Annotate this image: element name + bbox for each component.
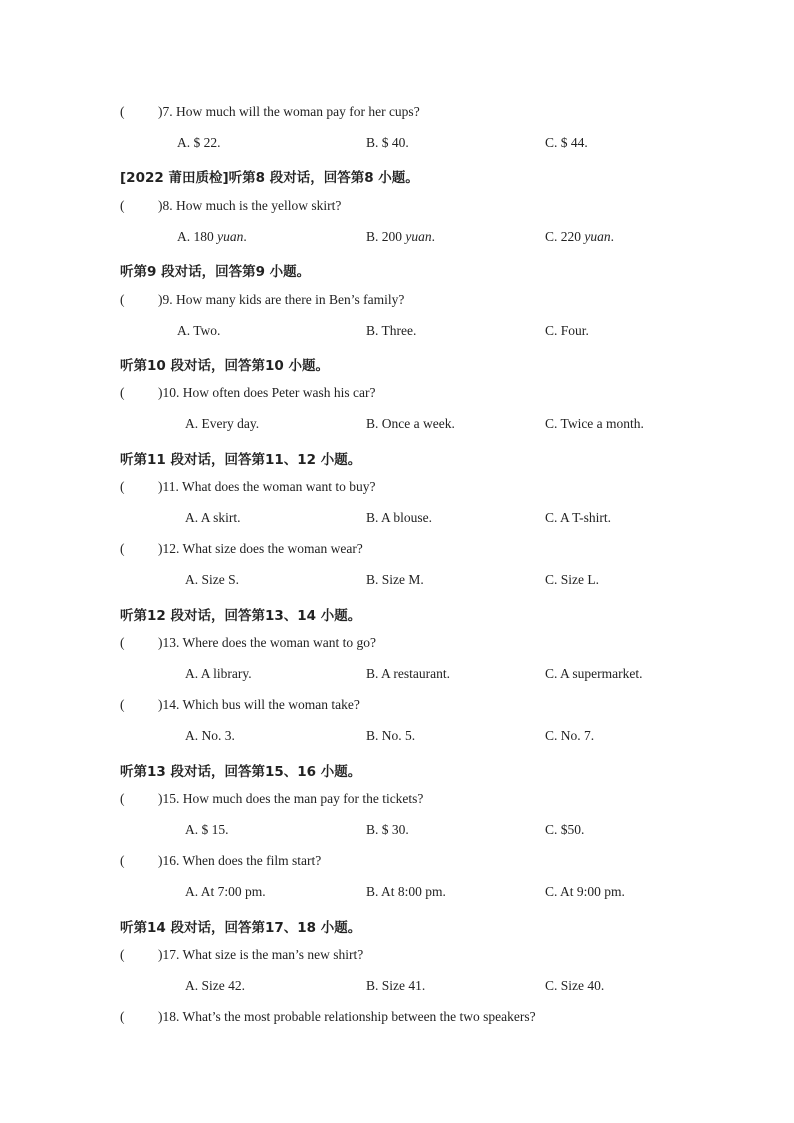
question-9: ( )9. How many kids are there in Ben’s family? bbox=[120, 292, 405, 307]
option-b: B. A restaurant. bbox=[366, 666, 450, 681]
option-a: A. 180 yuan. bbox=[177, 229, 247, 244]
question-16: ( )16. When does the film start? bbox=[120, 853, 322, 868]
option-c: C. $ 44. bbox=[545, 135, 588, 150]
option-c: C. At 9:00 pm. bbox=[545, 884, 625, 899]
option-b: B. 200 yuan. bbox=[366, 229, 436, 244]
option-a: A. A skirt. bbox=[185, 510, 241, 525]
option-c: C. Size L. bbox=[545, 572, 599, 587]
option-b: B. $ 30. bbox=[366, 822, 409, 837]
option-b: B. A blouse. bbox=[366, 510, 433, 525]
question-18: ( )18. What’s the most probable relationship between the two speakers? bbox=[120, 1009, 536, 1024]
option-b: B. No. 5. bbox=[366, 728, 416, 743]
option-c: C. Twice a month. bbox=[545, 416, 644, 431]
option-b: B. Size 41. bbox=[366, 978, 426, 993]
option-b: B. At 8:00 pm. bbox=[366, 884, 446, 899]
option-b: B. Once a week. bbox=[366, 416, 455, 431]
question-11: ( )11. What does the woman want to buy? bbox=[120, 479, 376, 494]
option-c: C. A supermarket. bbox=[545, 666, 643, 681]
option-b: B. Size M. bbox=[366, 572, 424, 587]
option-c: C. $50. bbox=[545, 822, 585, 837]
section-heading: 听第12 段对话，回答第13、14 小题。 bbox=[120, 608, 362, 624]
option-a: A. Two. bbox=[177, 323, 221, 338]
question-7: ( )7. How much will the woman pay for her cups? bbox=[120, 104, 420, 119]
section-heading: 听第13 段对话，回答第15、16 小题。 bbox=[120, 764, 362, 780]
option-a: A. At 7:00 pm. bbox=[185, 884, 266, 899]
question-15: ( )15. How much does the man pay for the tickets? bbox=[120, 791, 424, 806]
option-b: B. Three. bbox=[366, 323, 417, 338]
question-10: ( )10. How often does Peter wash his car? bbox=[120, 385, 376, 400]
option-c: C. Four. bbox=[545, 323, 589, 338]
section-heading: 听第14 段对话，回答第17、18 小题。 bbox=[120, 920, 362, 936]
question-14: ( )14. Which bus will the woman take? bbox=[120, 697, 360, 712]
option-c: C. No. 7. bbox=[545, 728, 595, 743]
option-a: A. Every day. bbox=[185, 416, 260, 431]
option-a: A. $ 15. bbox=[185, 822, 229, 837]
option-a: A. Size 42. bbox=[185, 978, 245, 993]
section-heading: 听第10 段对话，回答第10 小题。 bbox=[120, 358, 329, 374]
option-a: A. A library. bbox=[185, 666, 252, 681]
option-a: A. $ 22. bbox=[177, 135, 221, 150]
option-a: A. No. 3. bbox=[185, 728, 235, 743]
option-c: C. 220 yuan. bbox=[545, 229, 615, 244]
section-heading: [2022 莆田质检]听第8 段对话，回答第8 小题。 bbox=[120, 170, 419, 186]
question-17: ( )17. What size is the man’s new shirt? bbox=[120, 947, 364, 962]
option-c: C. A T-shirt. bbox=[545, 510, 612, 525]
option-a: A. Size S. bbox=[185, 572, 239, 587]
question-13: ( )13. Where does the woman want to go? bbox=[120, 635, 376, 650]
question-12: ( )12. What size does the woman wear? bbox=[120, 541, 363, 556]
option-c: C. Size 40. bbox=[545, 978, 605, 993]
section-heading: 听第9 段对话，回答第9 小题。 bbox=[120, 264, 311, 280]
option-b: B. $ 40. bbox=[366, 135, 409, 150]
question-8: ( )8. How much is the yellow skirt? bbox=[120, 198, 342, 213]
section-heading: 听第11 段对话，回答第11、12 小题。 bbox=[120, 452, 362, 468]
